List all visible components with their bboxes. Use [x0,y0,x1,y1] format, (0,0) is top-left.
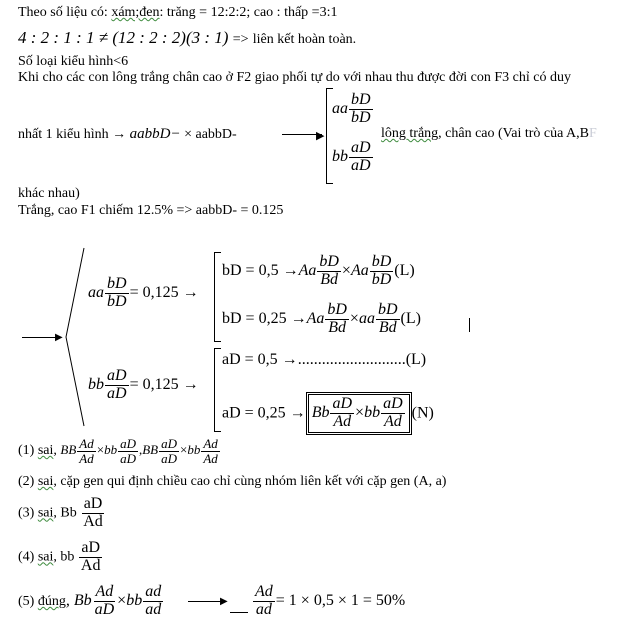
item-1-t2-den: aD [120,450,136,466]
top-left-genes: aa [332,99,348,117]
text-cursor [469,318,470,332]
upper-den: bD [107,292,127,310]
upper-r2-b: aa [358,309,375,327]
lower-lhs: bb [88,375,104,393]
item-1-verdict: sai [37,443,54,459]
item-1-t3: BB [142,442,159,458]
item-1-t2-num: aD [120,436,136,451]
lower-r2-cond: aD = 0,25 → [222,404,306,422]
tree-branch-curve [64,246,86,428]
item-1-t4: bb [187,442,201,458]
bottom-left-genes: bb [332,147,348,165]
lower-row-2 [222,392,434,435]
f3-statement-line: Khi cho các con lông trắng chân cao ở F2 giao phối tự do với nhau thu được đời con F3 chỉ có duy [18,70,571,85]
upper-branch-term [88,276,199,311]
tree-arrow-line [22,337,58,338]
item-1-t3-den: aD [161,450,177,466]
upper-lhs: aa [88,283,104,301]
item-1-t3-num: aD [161,436,177,451]
upper-eq: = 0,125 → [129,283,199,301]
lower-row-1 [222,350,426,370]
item-1-t2: bb [104,442,118,458]
top-frac-num: bD [351,91,371,108]
upper-r1-a: Aa [298,261,317,279]
upper-row-2 [222,302,421,337]
item-5-num-2: ad [145,583,162,600]
top-frac-den: bD [351,108,371,126]
bottom-frac-num: aD [351,139,371,156]
bracket-bottom-term [332,140,374,175]
bracket-top-term [332,92,374,127]
item-1-comma: , [53,443,57,459]
item-2 [18,474,446,490]
genotype-2: aabbD- [195,127,237,142]
item-3-verdict: sai [37,505,54,521]
item-1-label: (1) [18,443,35,459]
upper-r2-a-num: bD [327,301,347,318]
line5-prefix: nhất 1 kiểu hình → [18,127,127,142]
item-5-arrow-line [188,601,224,602]
lower-r1-cond: aD = 0,5 → [222,351,298,368]
implies-arrow: => [232,32,249,47]
lower-r2-times: × [355,404,365,422]
line-ratio-data [18,5,337,21]
line1-xam-den: xám;đen [111,5,160,20]
lower-num: aD [107,367,127,384]
item-4-verdict: sai [37,549,54,565]
item-4-genes: , bb [53,549,75,565]
linkage-conclusion: liên kết hoàn toàn. [252,32,357,47]
upper-r2-tag: (L) [400,309,421,327]
item-4-num: aD [81,539,100,556]
lower-r2-a-num: aD [332,395,353,412]
lower-r2-a: Bb [311,404,330,422]
clipped-text: F [589,126,597,141]
lower-den: aD [107,384,127,402]
item-5-den-2: ad [145,600,162,618]
upper-r2-times: × [349,309,359,327]
item-5-result [252,584,405,619]
lower-r1-dots: ........................... [297,351,406,368]
boxed-answer [306,392,412,435]
item-5-g1: , Bb [65,591,92,609]
label-white-fur: lông trắng [381,126,439,141]
item-5-arrow-head: ▶ [220,596,228,607]
upper-r1-a-num: bD [319,253,339,270]
long-arrow-head: ▶ [316,130,325,142]
bottom-frac-den: aD [351,156,371,174]
item-5-num-3: Ad [255,583,273,600]
upper-r2-cond: bD = 0,25 → [222,309,307,327]
item-1-t4-den: Ad [203,450,218,466]
item-5-verdict: đúng [37,593,66,609]
item-1-t1-num: Ad [79,436,94,451]
lower-r2-b-num: aD [383,395,403,412]
item-3 [18,496,106,531]
line1-prefix: Theo số liệu có: [18,5,112,20]
item-3-label: (3) [18,505,35,521]
item-5-g2: bb [126,591,143,609]
item-1-t1-den: Ad [79,450,94,466]
lower-r2-tag: (N) [411,404,434,422]
item-2-label: (2) [18,474,35,489]
item-5-num-1: Ad [95,583,114,600]
item-5-den-3: ad [255,600,272,618]
item-4-den: Ad [80,556,101,574]
item-1-t4-num: Ad [203,436,218,451]
lower-r2-a-den: Ad [333,412,352,430]
upper-r1-b: Aa [350,261,369,279]
lower-r1-tag: (L) [405,351,427,368]
item-5-times: × [117,591,127,609]
lower-bracket [214,348,221,432]
line5-continuation: khác nhau) [18,186,80,201]
item-1-t1: BB [60,442,77,458]
item-3-genes: , Bb [53,505,77,521]
single-phenotype-line [18,126,237,143]
phenotype-label [381,126,597,142]
upper-r1-cond: bD = 0,5 → [222,261,299,279]
upper-r2-b-num: bD [377,301,398,318]
lower-branch-term [88,368,199,403]
item-5-underscore [230,612,248,613]
upper-r1-a-den: Bd [320,270,339,288]
f1-proportion-line: Trắng, cao F1 chiếm 12.5% => aabbD- = 0.125 [18,203,284,218]
upper-r1-times: × [341,261,351,279]
times-sign: × [184,127,192,142]
ratio-formula: 4 : 2 : 1 : 1 ≠ (12 : 2 : 2)(3 : 1) [18,28,229,47]
upper-r2-a: Aa [306,309,325,327]
tree-arrow-head: ▶ [55,332,63,343]
item-2-text: , cặp gen qui định chiều cao chỉ cùng nhóm liên kết với cặp gen (A, a) [53,474,447,489]
upper-num: bD [107,275,127,292]
lower-eq: = 0,125 → [129,375,199,393]
lower-r2-b: bb [364,404,381,422]
item-1 [18,437,221,465]
item-5-label: (5) [18,593,35,609]
upper-r1-b-num: bD [371,253,392,270]
line-ratio-compare [18,27,356,51]
phenotype-count-line: Số loại kiểu hình<6 [18,54,129,69]
line1-rest: : trăng = 12:2:2; cao : thấp =3:1 [159,5,338,20]
upper-r2-b-den: Bd [378,318,397,336]
item-2-verdict: sai [37,474,54,489]
genotype-1: aabbD− [129,126,181,142]
item-4-label: (4) [18,549,35,565]
item-1-times-1: × [96,442,105,458]
upper-r2-a-den: Bd [328,318,347,336]
upper-r1-tag: (L) [394,261,415,279]
item-3-den: Ad [83,512,103,530]
upper-row-1 [222,254,415,289]
item-5-den-1: aD [94,600,115,618]
item-4 [18,540,103,575]
upper-bracket [214,252,221,342]
item-5 [18,584,164,619]
item-5-result-value: = 1 × 0,5 × 1 = 50% [275,591,406,609]
item-1-times-2: × [180,442,188,458]
label-tall-legs: , chân cao (Vai trò của A,B [438,126,589,141]
lower-r2-b-den: Ad [383,412,402,430]
item-1-sep: , [138,442,143,458]
item-3-num: aD [83,495,103,512]
upper-r1-b-den: bD [371,270,392,288]
